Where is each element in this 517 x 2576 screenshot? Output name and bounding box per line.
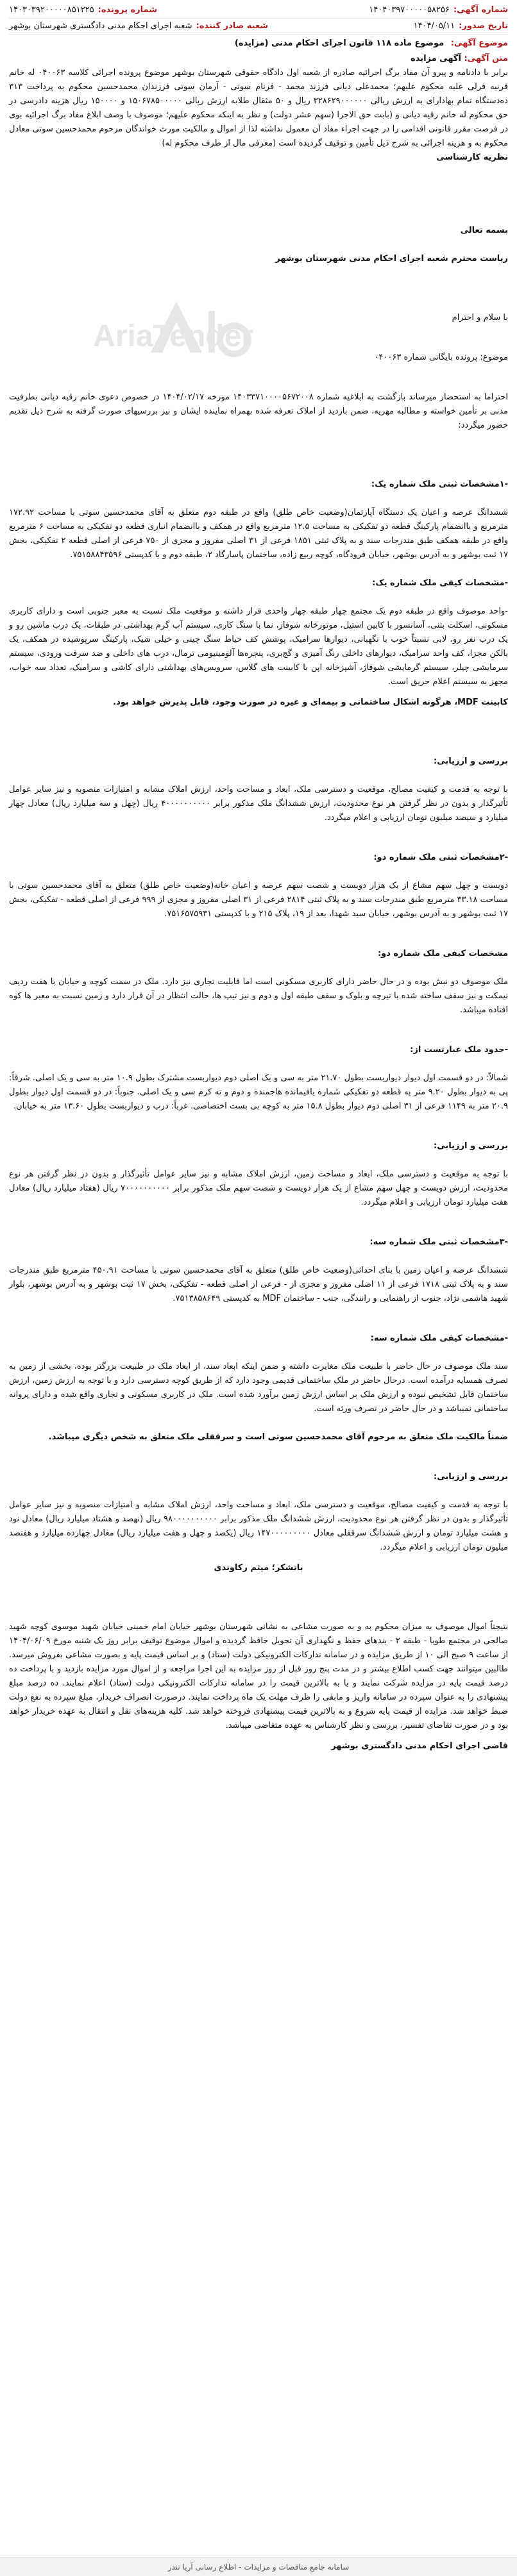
property3-features-heading: -مشخصات کیفی ملک شماره سه:: [370, 1334, 508, 1343]
property1-registration-heading: -۱مشخصات ثبتی ملک شماره یک:: [371, 480, 508, 489]
case-number-value: ۱۴۰۳۰۳۹۲۰۰۰۰۰۸۵۱۲۲۵: [9, 5, 94, 15]
property1-review-text: با توجه به قدمت و کیفیت مصالح، موقعیت و دسترسی ملک، ابعاد و مساحت واحد، ارزش املاک مشابه و امتیازات منصوبه و نیز سایر عوامل تأثیرگذار و بدون در نظر گرفتن هر نوع محدودیت، ارزش ششدانگ ملک مذکور برابر ۴۰۰۰۰۰۰۰۰۰۰ ریال (چهل و سه میلیارد ریال) معادل چهار میلیارد و سیصد میلیون تومان ارزیابی و اعلام میگردد.: [9, 785, 508, 823]
issue-date-label: تاریخ صدور:: [459, 21, 508, 31]
subject-value: موضوع ماده ۱۱۸ قانون اجرای احکام مدنی (مزایده): [234, 38, 445, 48]
ad-number-value: ۱۴۰۴۰۳۹۷۰۰۰۰۰۵۸۲۵۶: [369, 5, 450, 15]
property2-registration-heading: -۲مشخصات ثبتی ملک شماره دو:: [373, 853, 508, 862]
salutation: بسمه تعالی: [460, 226, 508, 235]
property2-registration-text: دویست و چهل سهم مشاع از یک هزار دویست و شصت سهم عرصه و اعیان خانه(وضعیت خاص طلق) متعلق به آقای محمدحسین سوتی با مساحت ۳۳.۱۸ مترمربع طبق مندرجات سند و به پلاک ثبتی ۲۸۱۴ فرعی از ۳۱ اصلی مفروز و مجزی از ۹۹۹ فرعی از اصلی قطعه - تفکیکی، بخش ۱۷ ثبت بوشهر و به آدرس بوشهر، خیابان سید شهدا، بعد از ۱۹، پلاک ۲۱۵ و با کدپستی ۷۵۱۶۵۷۵۹۳۱.: [9, 881, 508, 919]
ad-number: [369, 4, 508, 17]
closing-signature: قاضی اجرای احکام مدنی دادگستری بوشهر: [331, 1741, 508, 1751]
property1-cabinet-note: کابینت MDF، هرگونه اشکال ساختمانی و بیمه‌ای و غیره در صورت وجود، قابل پذیرش خواهد بود.: [113, 698, 508, 707]
property3-review-text: با توجه به قدمت و کیفیت مصالح، موقعیت و دسترسی ملک، ابعاد و مساحت واحد، ارزش املاک مشابه و امتیازات منصوبه و نیز سایر عوامل تأثیرگذار و بدون در نظر گرفتن هر نوع محدودیت، ارزش ششدانگ ملک مذکور برابر ۹۸۰۰۰۰۰۰۰۰۰۰ ریال (نهصد و هشتاد میلیارد ریال) معادل نود و هشت میلیارد تومان و ارزش ششدانگ سرقفلی معادل ۱۴۷۰۰۰۰۰۰۰۰۰ ریال (یکصد و چهل و هفت میلیارد ریال) معادل چهارده میلیارد و هفتصد میلیون تومان ارزیابی و اعلام میگردد.: [9, 1500, 509, 1552]
property3-review-heading: بررسی و ارزیابی:: [434, 1472, 508, 1482]
property2-bounds-text: شمالاً: در دو قسمت اول دیوار دیواربست بطول ۲۱.۷۰ متر به سی و یک اصلی دوم دیواربست مشترک بطول ۱۰.۹ متر به سی و یک اصلی. شرقاً: پی به دیوار بطول ۹.۲۰ متر به قطعه دو تفکیکی شماره باقیمانده هاجمنده و دوم و ته کرم سی و یک اصلی. جنوباً: در دو قسمت اول دیوار بطول ۲۰.۹ متر به ۱۱۴۹ فرعی از ۳۱ اصلی دوم دیوار بطول ۱۵.۸ متر به کوچه بی بست اختصاصی. غرباً: درب و دیواربست بطول ۱۳.۶۰ متر به خیابان.: [9, 1073, 509, 1111]
issue-date-value: ۱۴۰۴/۰۵/۱۱: [413, 21, 455, 31]
property3-registration-text: ششدانگ عرصه و اعیان زمین با بنای احداثی(وضعیت خاص طلق) متعلق به آقای محمدحسین سوتی با مساحت ۴۵۰.۹۱ مترمربع طبق مندرجات سند و به پلاک ثبتی ۱۷۱۸ فرعی از ۱۱ اصلی مفروز و مجزی از - فرعی از اصلی قطعه - تفکیکی، بخش ۱۷ ثبت بوشهر و به آدرس بوشهر، بلوار شهید هاشمی نژاد، جنوب از راهنمایی و رانندگی، جنب - ساختمان MDF به کدپستی ۷۵۱۳۸۵۸۶۴۹.: [9, 1266, 508, 1303]
auction-conditions-text: نتیجتاً اموال موصوف به میزان محکوم به و به صورت مشاعی به نشانی شهرستان بوشهر خیابان امام خمینی خیابان شهید موسوی کوچه شهید صالحی در مجتمع طوبا - طبقه ۲ - بندهای حفظ و نگهداری آن تحویل حافظ گردیده و اموال موضوع توقیف برابر روز یک شنبه مورخ ۱۴۰۴/۰۶/۰۹ از ساعت ۹ صبح الی ۱۰ از طریق مزایده و در سامانه تدارکات الکترونیکی دولت (ستاد) و بر اساس قیمت پایه و بصورت مشاعی بفروش میرسد. طالبین میتوانند جهت کسب اطلاع بیشتر و در مدت پنج روز قبل از روز مزایده به این اجرا مراجعه و از اموال مورد مزایده بازدید و با پرداخت ده درصد قیمت پایه در مزایده شرکت نمایند و یا به بالاترین قیمت را در سامانه تدارکات الکترونیکی دولت (ستاد) اعلام نمایند. ده درصد مبلغ پیشنهادی را به عنوان سپرده در سامانه واریز و مابقی را ظرف مهلت یک ماه پرداخت نمایند. درصورت انصراف خریدار، مبلغ سپرده به نفع دولت ضبط خواهد شد. مزایده از قیمت پایه شروع و به بالاترین قیمت پیشنهادی فروخته خواهد شد. کلیه هزینه‌های نقل و انتقال به عهده خریدار خواهد بود و در صورت تقاضای تفسیر، بررسی و نظر کارشناس به عهده متقاضی میباشد.: [9, 1622, 508, 1730]
footer-text[interactable]: سامانه جامع مناقصات و مزایدات - اطلاع رسانی آریا تندر: [167, 2563, 350, 2572]
subject-line: موضوع: پرونده بایگانی شماره ۰۴۰۰۶۳: [374, 353, 508, 362]
property1-features-text: -واحد موصوف واقع در طبقه دوم یک مجتمع چهار طبقه چهار واحدی قرار داشته و موقعیت ملک نسبت به معبر جنوبی است و دارای کاربری مسکونی، اسکلت بتنی، آسانسور با کابین استیل، موتورخانه شوفاژ، نما با سنگ کاری، سیستم آب گرم بهداشتی در طبقات، یک درب ماشین رو و یک درب نفر رو، لابی نسبتاً خوب با نگهبانی، دیوارها سرامیک، پوشش کف حیاط سنگ چینی و خیلی شیک، پارکینگ سرپوشیده در همکف، یک بالکن مجزا، کف واحد سرامیک، دیوارهای داخلی رنگ آمیزی و گچ‌بری، پنجره‌ها آلومینیومی ترمال، درب های داخلی و ضد سرقت ورودی، سیستم سرمایشی چیلر، سیستم گرمایشی شوفاژ، آشپزخانه اپن با کابینت های گلاس، سرویس‌های بهداشتی دارای کاشی و سرامیک، تعداد سه خواب، مجهز به سیستم اعلام حریق است.: [9, 606, 508, 687]
case-number: [9, 4, 157, 17]
subject-label: موضوع آگهی:: [450, 38, 508, 48]
case-number-label: شماره پرونده:: [97, 5, 158, 15]
text-label: متن آگهی:: [464, 54, 508, 63]
property2-features-heading: مشخصات کیفی ملک شماره دو:: [377, 949, 508, 958]
addressee: ریاست محترم شعبه اجرای احکام مدنی شهرستان بوشهر: [275, 254, 508, 263]
issue-date: [414, 20, 508, 33]
property2-review-heading: بررسی و ارزیابی:: [434, 1141, 508, 1151]
ad-number-label: شماره آگهی:: [453, 5, 508, 15]
footer-bar: [0, 2557, 517, 2576]
property2-bounds-heading: -حدود ملک عبارتست از:: [410, 1045, 508, 1055]
meta-row-2: [9, 19, 508, 35]
property3-registration-heading: -۳مشخصات ثبتی ملک شماره سه:: [369, 1237, 508, 1247]
intro-expert-paragraph: احتراما به استحضار میرساند بازگشت به ابلاغیه شماره ۱۴۰۳۳۷۱۰۰۰۰۵۶۷۲۰۰۸ مورخه ۱۴۰۴/۰۲/۱۷ در خصوص دعوی خانم رقیه دیانی بطرفیت مدنی بر تأمین خواسته و مطالبه مهریه، ضمن بازدید از املاک تعرفه شده بهمراه نماینده ایشان و نیز بررسیهای صورت گرفته به شرح ذیل تقدیم حضور میگردد:: [9, 392, 508, 430]
property2-review-text: با توجه به موقعیت و دسترسی ملک، ابعاد و مساحت زمین، ارزش املاک مشابه و نیز سایر عوامل تأثیرگذار و بدون در نظر گرفتن هر نوع محدودیت، ارزش دویست و چهل سهم مشاع از یک هزار دویست و شصت سهم ملک مذکور برابر ۷۰۰۰۰۰۰۰۰۰۰ ریال (هفتاد میلیارد ریال) معادل هفت میلیارد تومان ارزیابی و اعلام میگردد.: [9, 1169, 509, 1207]
property1-registration-text: ششدانگ عرصه و اعیان یک دستگاه آپارتمان(وضعیت خاص طلق) واقع در طبقه دوم متعلق به آقای محمدحسین سوتی با مساحت ۱۷۲.۹۲ مترمربع و باانضمام پارکینگ قطعه دو تفکیکی به مساحت ۱۲.۵ مترمربع واقع در همکف و باانضمام انباری قطعه دو تفکیکی به مساحت ۶ مترمربع واقع در طبقه همکف طبق مندرجات سند و به پلاک ثبتی ۱۸۵۱ فرعی از ۳۱ اصلی مفروز و مجزی از ۷۵۰ فرعی از اصلی قطعه ۲ تفکیکی، بخش ۱۷ ثبت بوشهر و به آدرس بوشهر، خیابان فرودگاه، کوچه ربیع زاده، ساختمان پاسارگاد ۲، طبقه دوم و با کدپستی ۷۵۱۵۸۸۴۳۵۹۶.: [9, 508, 508, 560]
greeting: با سلام و احترام: [452, 313, 508, 322]
subject-row: [9, 35, 508, 53]
property1-review-heading: بررسی و ارزیابی:: [434, 757, 508, 766]
issuer-label: شعبه صادر کننده:: [196, 21, 269, 31]
svg-text:AriaTender: AriaTender: [93, 319, 253, 353]
meta-row-1: [9, 3, 508, 19]
text-value: آگهی مزایده: [411, 54, 461, 63]
property3-features-text: سند ملک موصوف در حال حاضر با طبیعت ملک مغایرت داشته و ضمن اینکه ابعاد سند، از ابعاد ملک در طبیعت بزرگتر بوده، بخشی از زمین به تصرف همسایه درآمده است. درحال حاضر در ملک ساختمانی قدیمی وجود دارد که از طریق کوچه دسترسی دارد و با توجه به ارزش زمین، ارزش ساختمان قابل تشخیص نبوده و ارزش ملک بر اساس ارزش زمین برآورد شده است. ملک در کاربری مسکونی و تجاری واقع شده و دارای پروانه ساختمانی نمیباشد و در حال حاضر در تصرف ورثه است.: [9, 1362, 508, 1414]
property3-ownership-note: ضمناً مالکیت ملک متعلق به مرحوم آقای محمدحسین سوتی است و سرقفلی ملک متعلق به شخص دیگری میباشد.: [48, 1432, 508, 1442]
property1-features-heading: -مشخصات کیفی ملک شماره یک:: [372, 578, 508, 588]
issuer-value: شعبه اجرای احکام مدنی دادگستری شهرستان بوشهر: [9, 21, 192, 31]
property2-features-text: ملک موصوف دو نبش بوده و در حال حاضر دارای کاربری مسکونی است اما قابلیت تجاری نیز دارد. ملک در سمت کوچه و خیابان با هفت ردیف نیمکت و نیز سقف ساخته شده با تیرچه و بلوک و سقف طبقه اول و دوم و نیز تیپ ها، حالت انتظار در آن قرار دارد و زمین نسبت به معبر ها کوه افتاده میباشد.: [9, 977, 508, 1015]
expert-theory-heading: نظریه کارشناسی: [436, 153, 508, 162]
intro-paragraph: برابر با دادنامه و پیرو آن مفاد برگ اجرائیه صادره از شعبه اول دادگاه حقوقی شهرستان بوشهر موضوع پرونده اجرائی کلاسه ۰۴۰۰۶۳ له خانم قرنیه فرلی علیه محکوم علیهم؛ محمدعلی دیانی فرزند محمد - فرنام سوتی - آرمان سوتی فرزندان محمدحسین محکوم به پرداخت ۳۱۳ ده‌دستگاه تمام بهادارای به ارزش ریالی ۳۲۸۶۲۹۰۰۰۰۰۰ ریال و ۵۰ مثقال طلابه ارزش ریالی ۱۵۰۶۷۸۵۰۰۰۰۰ و ۱۵۰۰۰۰ ریال هزینه دادرسی در حق محکوم له خانم رقیه دیانی و (بابت حق الاجرا (سهم عشر دولت) و نظر به اینکه محکوم علیهم؛ موصوف با وصف ابلاغ مفاد برگ اجرائیه بوی در فرصت مقرر قانونی اقدامی را در جهت اجراء مفاد آن معمول نداشته لذا از اموال و مالکیت مورث خواندگان مرحوم محمدحسین سوتی معادل محکوم به و هزینه اجرائی به شرح ذیل تأمین و توقیف گردیده است (معرفی مال از طرف محکوم له): [9, 68, 508, 148]
expert-signature: باتشکر؛ میثم رکاوندی: [214, 1563, 303, 1573]
issuer: [9, 20, 268, 33]
text-label-row: [9, 53, 508, 66]
